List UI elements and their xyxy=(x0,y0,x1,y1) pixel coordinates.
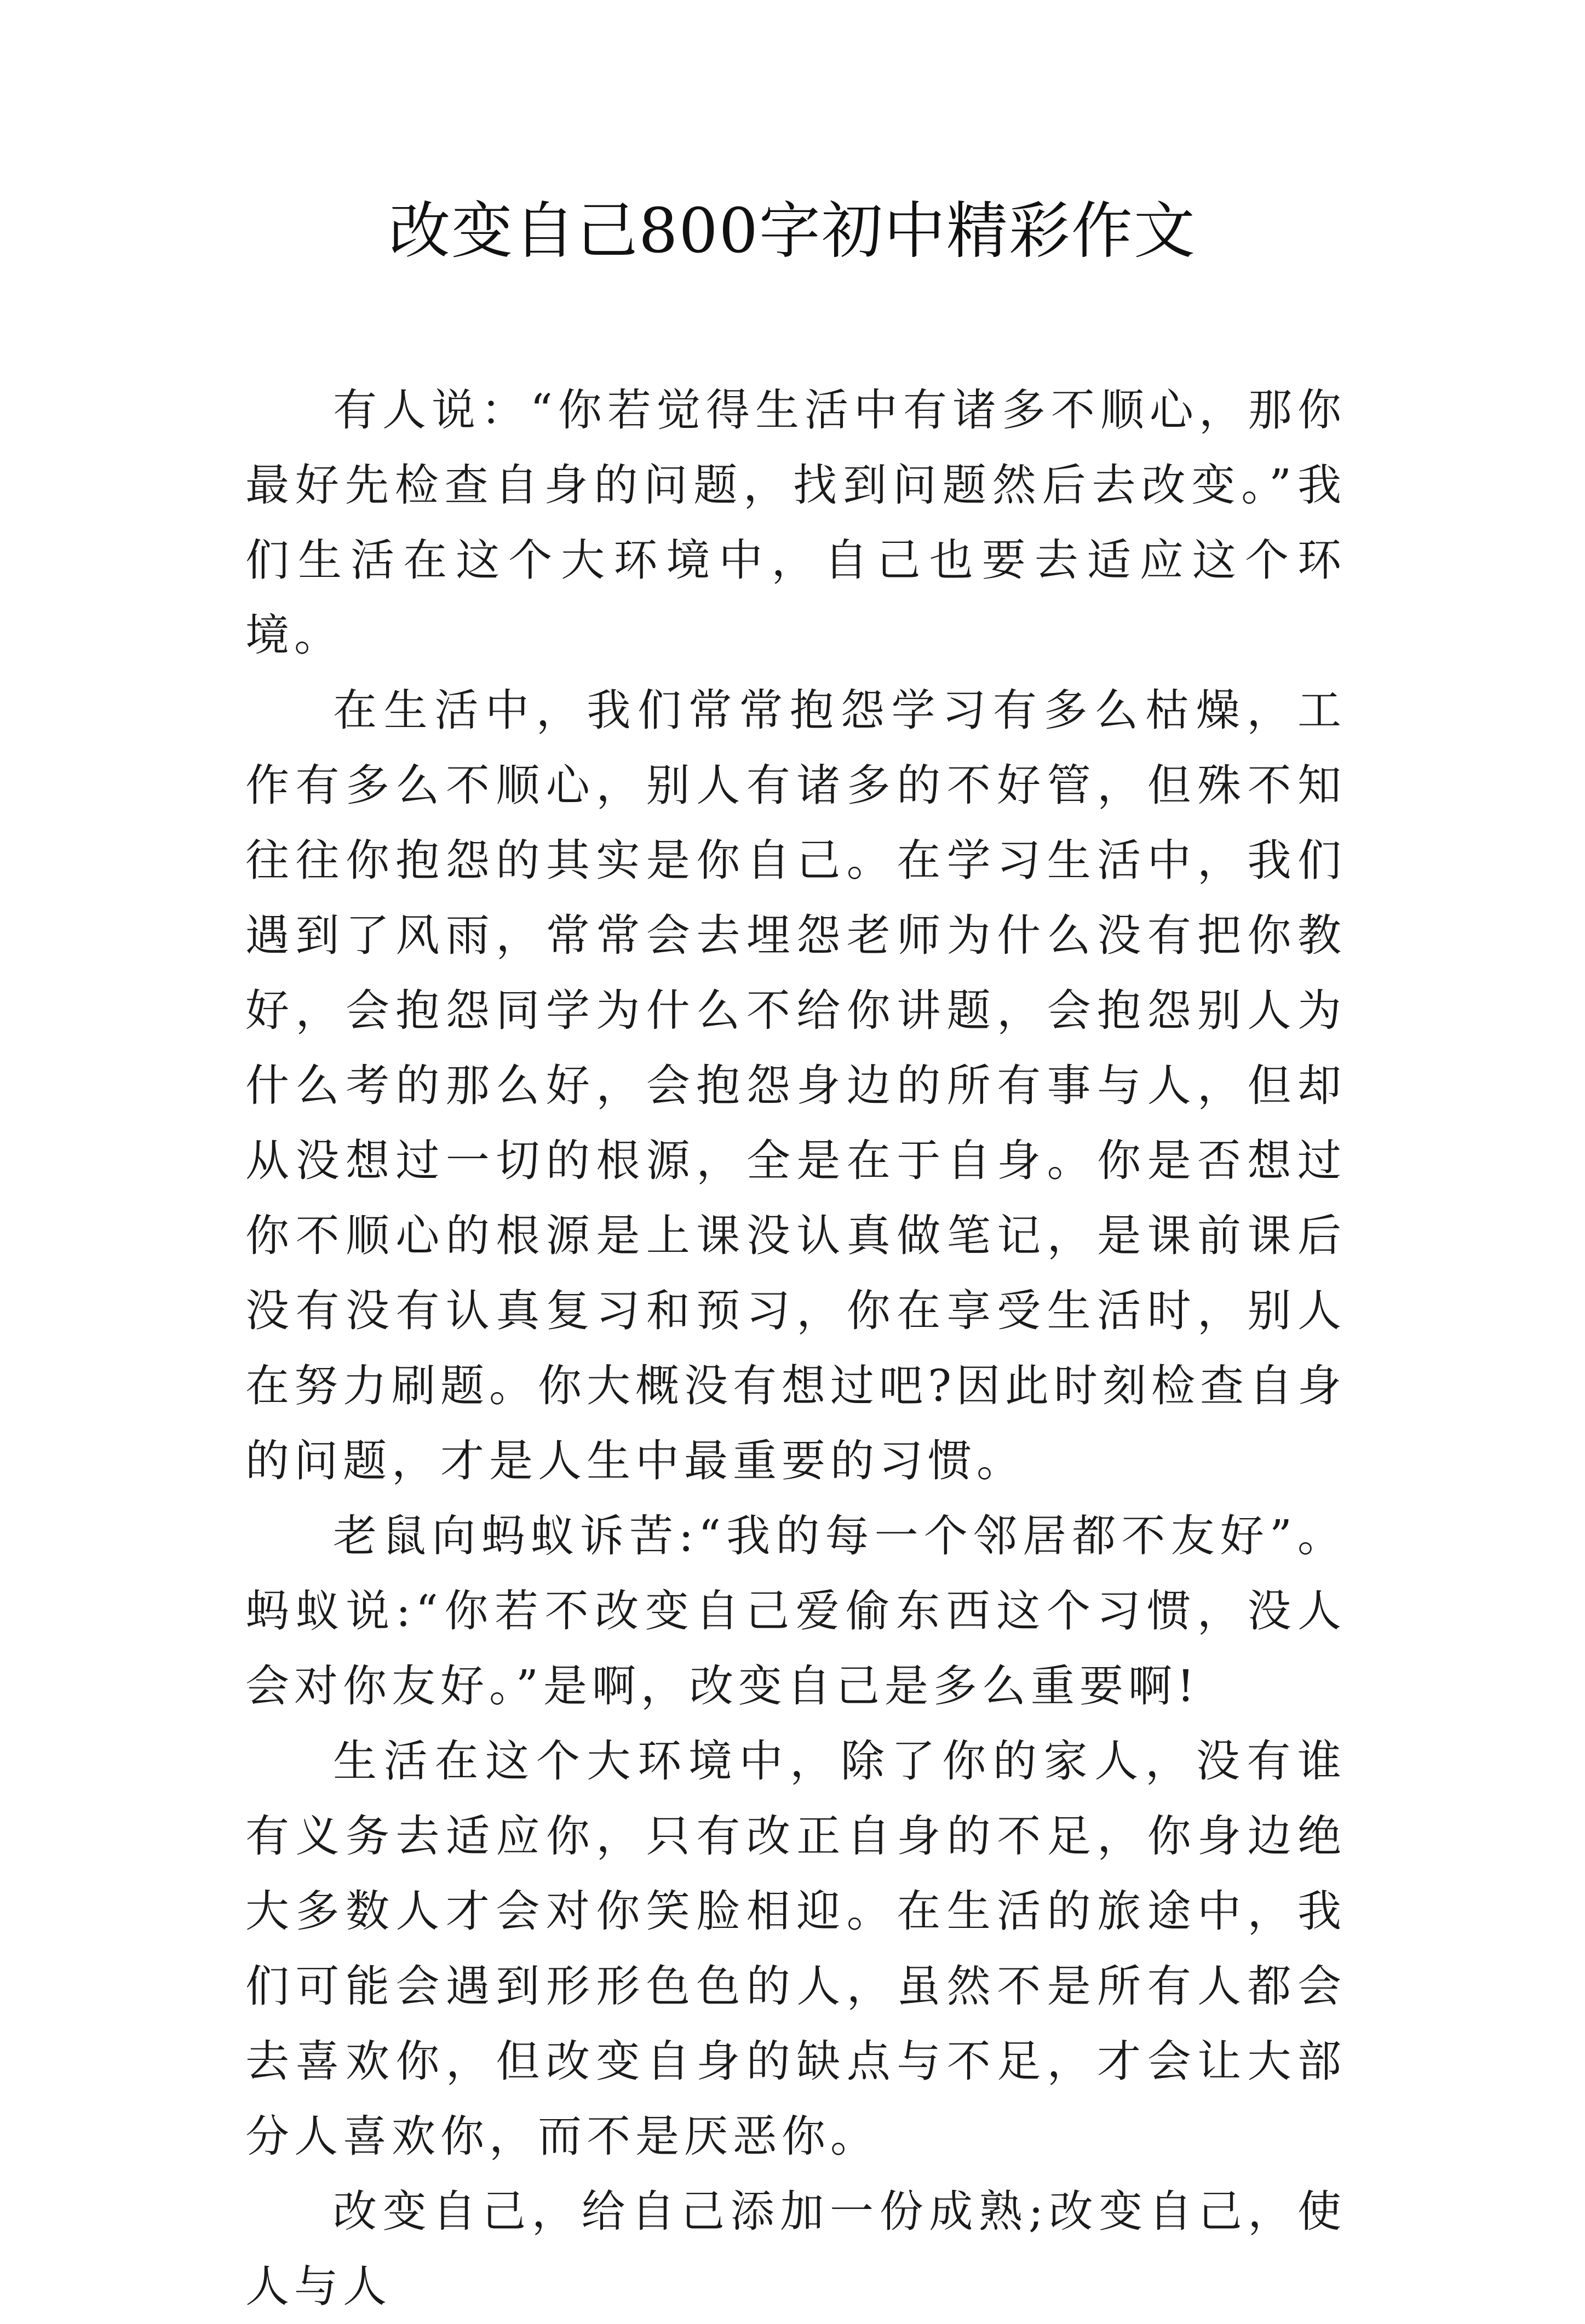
document-title: 改变自己800字初中精彩作文 xyxy=(389,196,1196,267)
paragraph-4: 生活在这个大环境中，除了你的家人，没有谁有义务去适应你，只有改正自身的不足，你身边绝大多数人才会对你笑脸相迎。在生活的旅途中，我们可能会遇到形形色色的人，虽然不是所有人都会去喜欢你，但改变自身的缺点与不足，才会让大部分人喜欢你，而不是厌恶你。 xyxy=(245,1736,1346,2162)
document-body xyxy=(245,373,1346,2324)
paragraph-3: 老鼠向蚂蚁诉苦:“我的每一个邻居都不友好”。蚂蚁说:“你若不改变自己爱偷东西这个习惯，没人会对你友好。”是啊，改变自己是多么重要啊! xyxy=(245,1510,1346,1711)
paragraph-1: 有人说：“你若觉得生活中有诸多不顺心，那你最好先检查自身的问题，找到问题然后去改变。”我们生活在这个大环境中，自己也要去适应这个环境。 xyxy=(245,385,1346,661)
paragraph-5: 改变自己，给自己添加一份成熟;改变自己，使人与人 xyxy=(245,2186,1346,2312)
paragraph-2: 在生活中，我们常常抱怨学习有多么枯燥，工作有多么不顺心，别人有诸多的不好管，但殊不知往往你抱怨的其实是你自己。在学习生活中，我们遇到了风雨，常常会去埋怨老师为什么没有把你教好，会抱怨同学为什么不给你讲题，会抱怨别人为什么考的那么好，会抱怨身边的所有事与人，但却从没想过一切的根源，全是在于自身。你是否想过你不顺心的根源是上课没认真做笔记，是课前课后没有没有认真复习和预习，你在享受生活时，别人在努力刷题。你大概没有想过吧?因此时刻检查自身的问题，才是人生中最重要的习惯。 xyxy=(245,685,1346,1486)
